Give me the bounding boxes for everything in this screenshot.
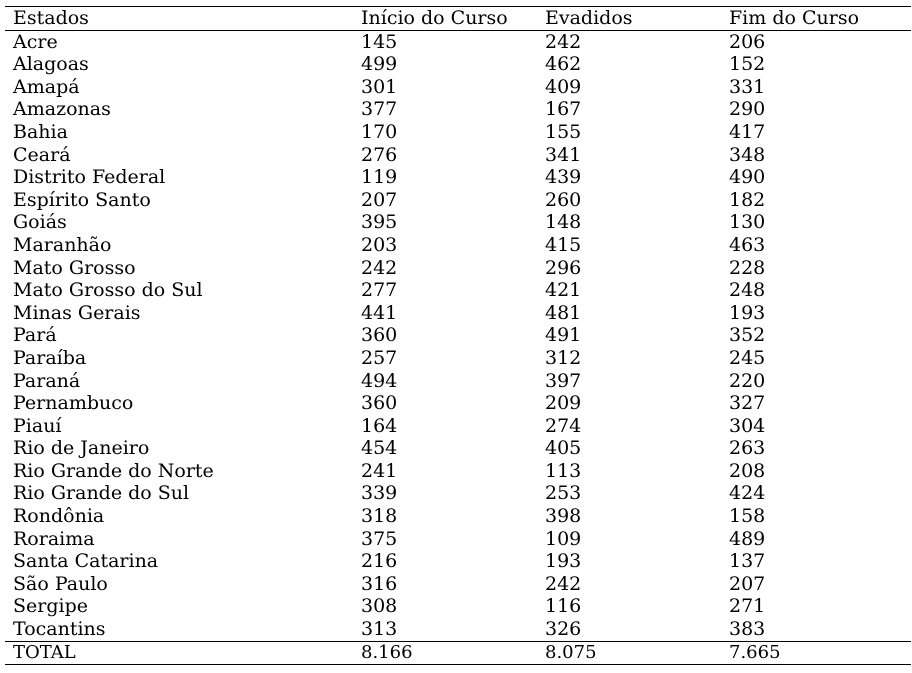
cell-estado: Amazonas: [13, 98, 111, 121]
cell-fim-do-curso: 424: [729, 482, 766, 505]
total-label: TOTAL: [13, 641, 76, 663]
table-row: [5, 392, 911, 415]
cell-fim-do-curso: 263: [729, 437, 766, 460]
cell-inicio-do-curso: 360: [361, 324, 398, 347]
table-row: [5, 415, 911, 438]
table-row: [5, 166, 911, 189]
cell-inicio-do-curso: 119: [361, 166, 398, 189]
cell-evadidos: 409: [545, 75, 582, 98]
cell-evadidos: 398: [545, 505, 582, 528]
cell-evadidos: 481: [545, 301, 582, 324]
cell-fim-do-curso: 383: [729, 618, 766, 641]
cell-inicio-do-curso: 441: [361, 301, 398, 324]
cell-evadidos: 312: [545, 346, 582, 369]
header-fim-do-curso: Fim do Curso: [729, 7, 860, 29]
cell-estado: Distrito Federal: [13, 166, 166, 189]
cell-fim-do-curso: 206: [729, 30, 766, 53]
cell-fim-do-curso: 245: [729, 346, 766, 369]
table-row: [5, 30, 911, 53]
cell-estado: Pernambuco: [13, 392, 134, 415]
cell-inicio-do-curso: 375: [361, 527, 398, 550]
cell-evadidos: 326: [545, 618, 582, 641]
cell-estado: Mato Grosso do Sul: [13, 279, 203, 302]
cell-inicio-do-curso: 316: [361, 572, 398, 595]
cell-evadidos: 397: [545, 369, 582, 392]
cell-estado: Amapá: [13, 75, 80, 98]
cell-evadidos: 415: [545, 233, 582, 256]
table-row: [5, 482, 911, 505]
cell-fim-do-curso: 228: [729, 256, 766, 279]
table-row: [5, 234, 911, 257]
table-header-row: [5, 7, 911, 31]
cell-estado: São Paulo: [13, 572, 108, 595]
table-row: [5, 98, 911, 121]
table-row: [5, 189, 911, 212]
cell-fim-do-curso: 348: [729, 143, 766, 166]
cell-fim-do-curso: 489: [729, 527, 766, 550]
cell-fim-do-curso: 158: [729, 505, 766, 528]
cell-estado: Rio de Janeiro: [13, 437, 150, 460]
cell-fim-do-curso: 331: [729, 75, 766, 98]
cell-evadidos: 167: [545, 98, 582, 121]
cell-estado: Alagoas: [13, 53, 89, 76]
cell-inicio-do-curso: 207: [361, 188, 398, 211]
cell-fim-do-curso: 490: [729, 166, 766, 189]
cell-inicio-do-curso: 277: [361, 279, 398, 302]
cell-evadidos: 341: [545, 143, 582, 166]
table-row: [5, 595, 911, 618]
cell-inicio-do-curso: 170: [361, 120, 398, 143]
table-row: [5, 370, 911, 393]
cell-evadidos: 439: [545, 166, 582, 189]
cell-evadidos: 491: [545, 324, 582, 347]
table-body: [5, 30, 911, 641]
total-evadidos: 8.075: [545, 641, 597, 663]
cell-fim-do-curso: 152: [729, 53, 766, 76]
cell-inicio-do-curso: 313: [361, 618, 398, 641]
cell-estado: Roraima: [13, 527, 95, 550]
cell-inicio-do-curso: 499: [361, 53, 398, 76]
cell-evadidos: 116: [545, 595, 582, 618]
cell-fim-do-curso: 327: [729, 392, 766, 415]
header-inicio-do-curso: Início do Curso: [361, 7, 508, 29]
cell-evadidos: 242: [545, 572, 582, 595]
table-row: [5, 347, 911, 370]
cell-inicio-do-curso: 395: [361, 211, 398, 234]
cell-inicio-do-curso: 203: [361, 233, 398, 256]
cell-inicio-do-curso: 454: [361, 437, 398, 460]
cell-inicio-do-curso: 242: [361, 256, 398, 279]
cell-fim-do-curso: 290: [729, 98, 766, 121]
cell-inicio-do-curso: 241: [361, 459, 398, 482]
total-inicio-do-curso: 8.166: [361, 641, 413, 663]
cell-fim-do-curso: 304: [729, 414, 766, 437]
header-evadidos: Evadidos: [545, 7, 633, 29]
cell-evadidos: 193: [545, 550, 582, 573]
enrollment-table: [5, 6, 911, 665]
cell-estado: Bahia: [13, 120, 68, 143]
cell-evadidos: 113: [545, 459, 582, 482]
table-row: [5, 279, 911, 302]
cell-fim-do-curso: 182: [729, 188, 766, 211]
cell-inicio-do-curso: 339: [361, 482, 398, 505]
cell-evadidos: 296: [545, 256, 582, 279]
cell-fim-do-curso: 463: [729, 233, 766, 256]
cell-fim-do-curso: 417: [729, 120, 766, 143]
table-row: [5, 302, 911, 325]
table-row: [5, 324, 911, 347]
cell-inicio-do-curso: 301: [361, 75, 398, 98]
cell-evadidos: 274: [545, 414, 582, 437]
cell-evadidos: 242: [545, 30, 582, 53]
cell-estado: Paraná: [13, 369, 81, 392]
cell-evadidos: 253: [545, 482, 582, 505]
table-row: [5, 618, 911, 641]
cell-estado: Rio Grande do Sul: [13, 482, 190, 505]
cell-evadidos: 405: [545, 437, 582, 460]
cell-evadidos: 148: [545, 211, 582, 234]
cell-evadidos: 462: [545, 53, 582, 76]
total-fim-do-curso: 7.665: [729, 641, 781, 663]
cell-inicio-do-curso: 318: [361, 505, 398, 528]
cell-estado: Goiás: [13, 211, 67, 234]
cell-estado: Rondônia: [13, 505, 105, 528]
table-total-row: [5, 641, 911, 665]
cell-estado: Santa Catarina: [13, 550, 159, 573]
cell-fim-do-curso: 352: [729, 324, 766, 347]
table-row: [5, 505, 911, 528]
table-row: [5, 121, 911, 144]
cell-estado: Piauí: [13, 414, 62, 437]
cell-estado: Paraíba: [13, 346, 87, 369]
cell-inicio-do-curso: 216: [361, 550, 398, 573]
table-row: [5, 550, 911, 573]
header-estados: Estados: [13, 7, 89, 29]
table-row: [5, 437, 911, 460]
table-row: [5, 460, 911, 483]
table-row: [5, 76, 911, 99]
cell-inicio-do-curso: 257: [361, 346, 398, 369]
cell-evadidos: 109: [545, 527, 582, 550]
cell-estado: Rio Grande do Norte: [13, 459, 214, 482]
cell-fim-do-curso: 130: [729, 211, 766, 234]
cell-estado: Sergipe: [13, 595, 88, 618]
table-row: [5, 528, 911, 551]
cell-inicio-do-curso: 164: [361, 414, 398, 437]
cell-fim-do-curso: 207: [729, 572, 766, 595]
cell-fim-do-curso: 271: [729, 595, 766, 618]
table-row: [5, 53, 911, 76]
cell-fim-do-curso: 193: [729, 301, 766, 324]
cell-inicio-do-curso: 276: [361, 143, 398, 166]
cell-fim-do-curso: 220: [729, 369, 766, 392]
cell-estado: Ceará: [13, 143, 71, 166]
cell-estado: Tocantins: [13, 618, 106, 641]
cell-inicio-do-curso: 494: [361, 369, 398, 392]
cell-inicio-do-curso: 145: [361, 30, 398, 53]
cell-evadidos: 260: [545, 188, 582, 211]
cell-fim-do-curso: 137: [729, 550, 766, 573]
cell-estado: Maranhão: [13, 233, 112, 256]
table-row: [5, 211, 911, 234]
cell-estado: Acre: [13, 30, 58, 53]
table-row: [5, 257, 911, 280]
cell-evadidos: 155: [545, 120, 582, 143]
cell-evadidos: 421: [545, 279, 582, 302]
cell-estado: Mato Grosso: [13, 256, 136, 279]
cell-inicio-do-curso: 308: [361, 595, 398, 618]
cell-fim-do-curso: 208: [729, 459, 766, 482]
cell-inicio-do-curso: 360: [361, 392, 398, 415]
cell-inicio-do-curso: 377: [361, 98, 398, 121]
cell-evadidos: 209: [545, 392, 582, 415]
table-row: [5, 144, 911, 167]
cell-fim-do-curso: 248: [729, 279, 766, 302]
cell-estado: Pará: [13, 324, 57, 347]
table-row: [5, 573, 911, 596]
cell-estado: Espírito Santo: [13, 188, 151, 211]
cell-estado: Minas Gerais: [13, 301, 141, 324]
